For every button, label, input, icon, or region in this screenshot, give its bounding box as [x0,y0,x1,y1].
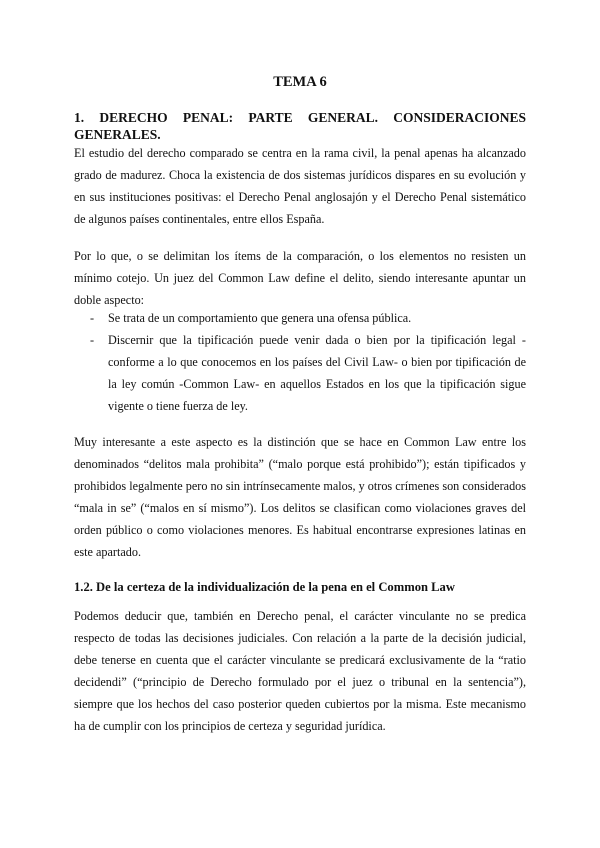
list-dash: - [90,333,95,347]
paragraph-3: Muy interesante a este aspecto es la distinción que se hace en Common Law entre los denominados “delitos mala prohibita” (“malo porque está prohibido”); están tipificados y prohibidos legalmente pero no sin intrínsecamente malos, y otros crímenes son considerados “mala in se” (“malos en sí mismo”). Los delitos se clasifican como violaciones graves del orden público o como violaciones menores. Es habitual encontrarse expresiones latinas en este apartado. [74,435,526,559]
section-heading-1: 1. DERECHO PENAL: PARTE GENERAL. CONSIDERACIONES GENERALES. [74,110,526,142]
list-dash: - [90,311,95,325]
list-item-text: Discernir que la tipificación puede venir dada o bien por la tipificación legal -conforme a lo que conocemos en los países del Civil Law- o bien por tipificación de la ley común -Common Law- en aquellos Estados en los que la tipificación sigue vigente o tiene fuerza de ley. [108,333,526,413]
list-item-text: Se trata de un comportamiento que genera una ofensa pública. [108,311,412,325]
bullet-list [74,307,526,417]
list-item [74,307,526,329]
paragraph-4: Podemos deducir que, también en Derecho penal, el carácter vinculante no se predica respecto de todas las decisiones judiciales. Con relación a la parte de la decisión judicial, debe tenerse en cuenta que el carácter vinculante se predicará exclusivamente de la “ratio decidendi” (“principio de Derecho formulado por el juez o tribunal en la sentencia”), siempre que los hechos del caso posterior queden cubiertos por la misma. Este mecanismo ha de cumplir con los principios de certeza y seguridad jurídica. [74,609,526,733]
page-title: TEMA 6 [273,74,327,90]
paragraph-1: El estudio del derecho comparado se centra en la rama civil, la penal apenas ha alcanzado grado de madurez. Choca la existencia de dos sistemas jurídicos dispares en su evolución y en sus instituciones positivas: el Derecho Penal anglosajón y el Derecho Penal sistemático de algunos países continentales, entre ellos España. [74,146,526,226]
paragraph-2: Por lo que, o se delimitan los ítems de la comparación, o los elementos no resisten un mínimo cotejo. Un juez del Common Law define el delito, siendo interesante apuntar un doble aspecto: [74,249,526,307]
list-item [74,329,526,417]
section-heading-2: 1.2. De la certeza de la individualización de la pena en el Common Law [74,580,455,594]
